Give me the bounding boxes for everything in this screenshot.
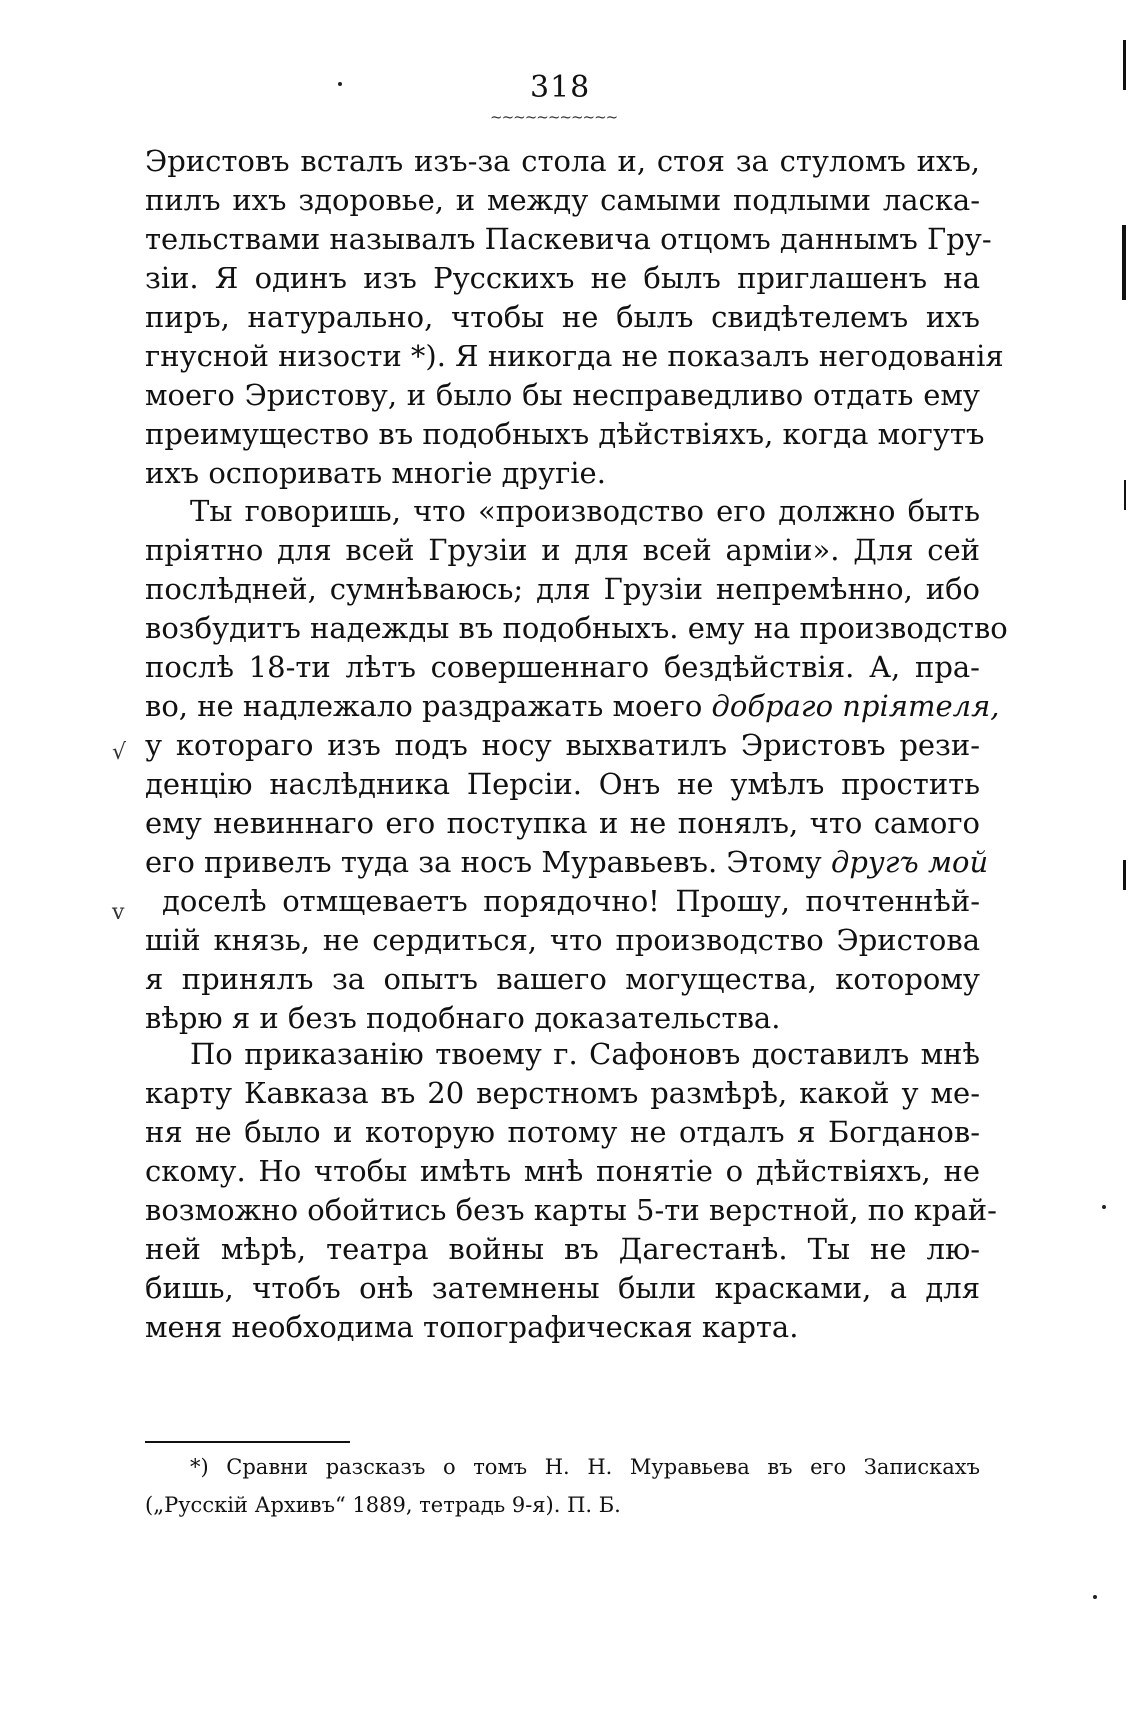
scan-speck (1093, 1595, 1097, 1599)
text-line: бишь, чтобъ онѣ затемнены были красками, а для (145, 1271, 980, 1305)
paragraph-1 (145, 142, 1004, 493)
text-line: Эристовъ всталъ изъ-за стола и, стоя за стуломъ ихъ, (145, 144, 980, 178)
text-segment: во, не надлежало раздражать моего (145, 689, 712, 723)
italic-phrase: другъ мой (830, 845, 989, 879)
text-line: ня не было и которую потому не отдалъ я Богданов- (145, 1115, 980, 1149)
text-line: карту Кавказа въ 20 верстномъ размѣрѣ, какой у ме- (145, 1076, 980, 1110)
text-line: послѣ 18-ти лѣтъ совершеннаго бездѣйствія. А, пра- (145, 650, 980, 684)
text-line: преимущество въ подобныхъ дѣйствіяхъ, когда могутъ (145, 417, 985, 451)
italic-phrase: добраго пріятеля, (711, 689, 1000, 723)
footnote-line: *) Сравни разсказъ о томъ Н. Н. Муравьева въ его Запискахъ (190, 1455, 980, 1479)
scan-edge-mark (1124, 480, 1126, 510)
text-line: ему невиннаго его поступка и не понялъ, что самого (145, 806, 980, 840)
page-number: 318 (530, 70, 591, 105)
text-line: Ты говоришь, что «производство его должно быть (190, 494, 980, 528)
text-line-with-italic (145, 843, 989, 882)
margin-check-mark: v (112, 900, 125, 925)
scan-edge-mark (1123, 860, 1126, 890)
margin-check-mark: √ (112, 740, 127, 765)
scan-speck (338, 82, 342, 86)
footnote-divider (145, 1441, 350, 1443)
text-line: По приказанію твоему г. Сафоновъ доставилъ мнѣ (190, 1037, 980, 1071)
text-line: тельствами называлъ Паскевича отцомъ даннымъ Гру- (145, 222, 992, 256)
page-number-ornament: ~~~~~~~~~~~ (490, 108, 618, 126)
scan-speck (1102, 1205, 1106, 1209)
text-line: моего Эристову, и было бы несправедливо отдать ему (145, 378, 980, 412)
text-line: меня необходима топографическая карта. (145, 1310, 799, 1344)
text-line: я принялъ за опытъ вашего могущества, которому (145, 962, 980, 996)
text-line: возбудитъ надежды въ подобныхъ. ему на производство (145, 611, 1008, 645)
text-line: шій князь, не сердиться, что производство Эристова (145, 923, 980, 957)
scan-edge-mark (1123, 40, 1126, 90)
text-line: пріятно для всей Грузіи и для всей арміи». Для сей (145, 533, 980, 567)
text-line-with-italic (145, 687, 1000, 726)
paragraph-3 (145, 1035, 997, 1347)
text-line: у котораго изъ подъ носу выхватилъ Эристовъ рези- (145, 728, 980, 762)
footnote (145, 1448, 980, 1524)
text-line: возможно обойтись безъ карты 5-ти верстной, по край- (145, 1193, 997, 1227)
footnote-line: („Русскій Архивъ“ 1889, тетрадь 9-я). П. Б. (145, 1493, 621, 1517)
text-line: ней мѣрѣ, театра войны въ Дагестанѣ. Ты не лю- (145, 1232, 980, 1266)
text-line: пиръ, натурально, чтобы не былъ свидѣтелемъ ихъ (145, 300, 980, 334)
text-line: вѣрю я и безъ подобнаго доказательства. (145, 1001, 781, 1035)
text-line: пилъ ихъ здоровье, и между самыми подлыми ласка- (145, 183, 980, 217)
text-line: зіи. Я одинъ изъ Русскихъ не былъ приглашенъ на (145, 261, 980, 295)
text-line: доселѣ отмщеваетъ порядочно! Прошу, почтеннѣй- (162, 884, 980, 918)
text-line: гнусной низости *). Я никогда не показалъ негодованія (145, 339, 1004, 373)
text-segment: его привелъ туда за носъ Муравьевъ. Этому (145, 845, 831, 879)
text-line: ихъ оспоривать многіе другіе. (145, 456, 606, 490)
scan-edge-mark (1122, 225, 1126, 300)
text-line: денцію наслѣдника Персіи. Онъ не умѣлъ простить (145, 767, 980, 801)
paragraph-2 (145, 492, 1008, 1038)
text-line: скому. Но чтобы имѣть мнѣ понятіе о дѣйствіяхъ, не (145, 1154, 980, 1188)
text-line: послѣдней, сумнѣваюсь; для Грузіи непремѣнно, ибо (145, 572, 980, 606)
